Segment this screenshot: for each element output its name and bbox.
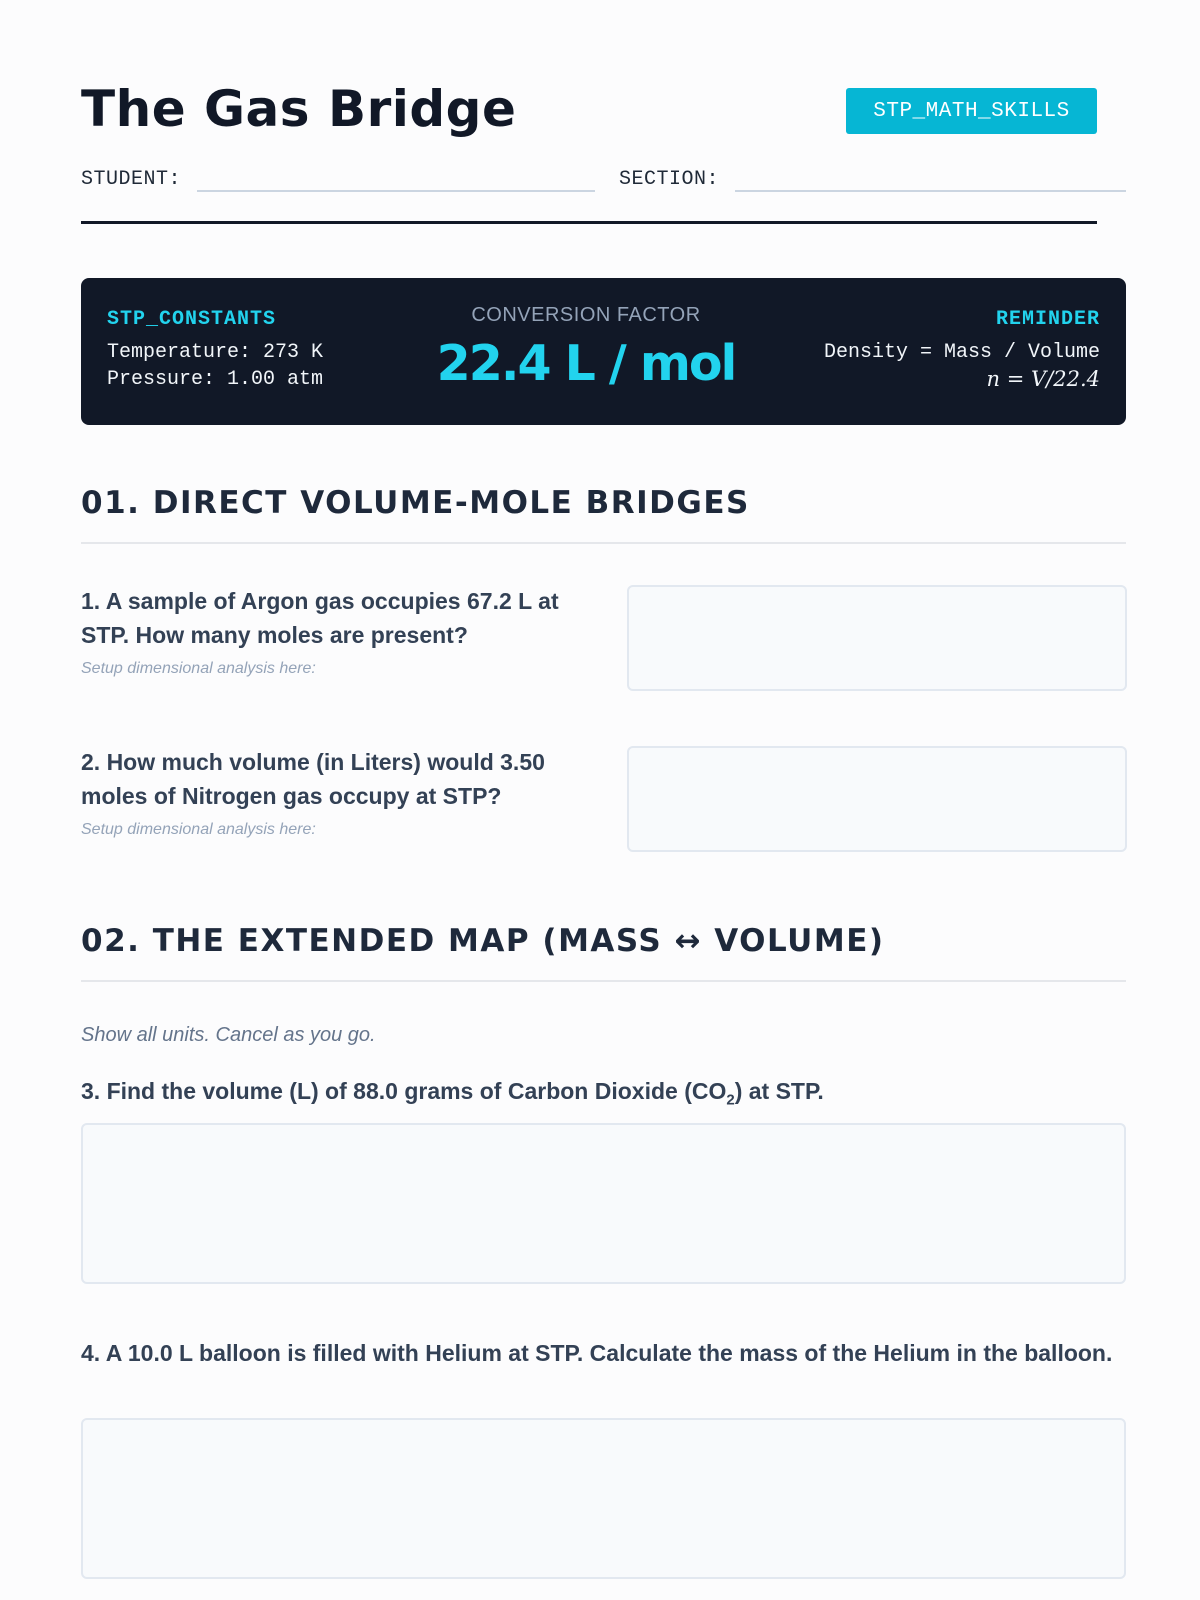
constants-panel (107, 308, 323, 393)
section-2-divider (81, 980, 1126, 982)
conversion-value: 22.4 L / mol (436, 335, 736, 392)
question-3-suffix: ) at STP. (734, 1078, 824, 1104)
question-2-answer-box[interactable] (627, 746, 1127, 852)
question-3-subscript: 2 (726, 1091, 735, 1109)
temperature-value: Temperature: 273 K (107, 341, 324, 364)
reminder-panel (824, 308, 1100, 393)
stp-constants-banner (81, 278, 1126, 425)
section-field (619, 166, 1126, 192)
header-divider (81, 221, 1097, 224)
section-input[interactable] (735, 166, 1126, 192)
question-2 (81, 745, 581, 839)
question-1-text: 1. A sample of Argon gas occupies 67.2 L at STP. How many moles are present? (81, 588, 559, 648)
question-4-answer-box[interactable] (81, 1418, 1126, 1579)
question-2-text: 2. How much volume (in Liters) would 3.50 moles of Nitrogen gas occupy at STP? (81, 749, 545, 809)
question-3-text (81, 1074, 1126, 1118)
section-label: SECTION: (619, 168, 720, 191)
constants-heading: STP_CONSTANTS (107, 308, 277, 331)
instructions-note: Show all units. Cancel as you go. (81, 1024, 376, 1046)
moles-formula: n = V/22.4 (986, 367, 1100, 391)
student-field (81, 166, 596, 192)
student-input[interactable] (197, 166, 595, 192)
conversion-panel (436, 304, 736, 392)
density-reminder: Density = Mass / Volume (823, 341, 1100, 364)
student-label: STUDENT: (81, 168, 182, 191)
page-title: The Gas Bridge (81, 80, 517, 138)
question-3-answer-box[interactable] (81, 1123, 1126, 1284)
question-1 (81, 584, 581, 678)
skills-tag: STP_MATH_SKILLS (846, 88, 1097, 134)
worksheet-header (81, 0, 1097, 224)
section-2-title: 02. THE EXTENDED MAP (MASS ↔ VOLUME) (81, 923, 885, 959)
question-2-hint: Setup dimensional analysis here: (81, 821, 316, 838)
conversion-label: CONVERSION FACTOR (471, 304, 701, 326)
section-1-divider (81, 542, 1126, 544)
question-4-text: 4. A 10.0 L balloon is filled with Helium at STP. Calculate the mass of the Helium in the balloon. (81, 1340, 1113, 1366)
section-1-title: 01. DIRECT VOLUME-MOLE BRIDGES (81, 485, 750, 521)
question-1-answer-box[interactable] (627, 585, 1127, 691)
question-3-prefix: 3. Find the volume (L) of 88.0 grams of Carbon Dioxide (CO (81, 1078, 727, 1104)
question-1-hint: Setup dimensional analysis here: (81, 660, 316, 677)
student-fields (81, 166, 1097, 196)
pressure-value: Pressure: 1.00 atm (107, 368, 324, 391)
reminder-heading: REMINDER (995, 308, 1100, 331)
